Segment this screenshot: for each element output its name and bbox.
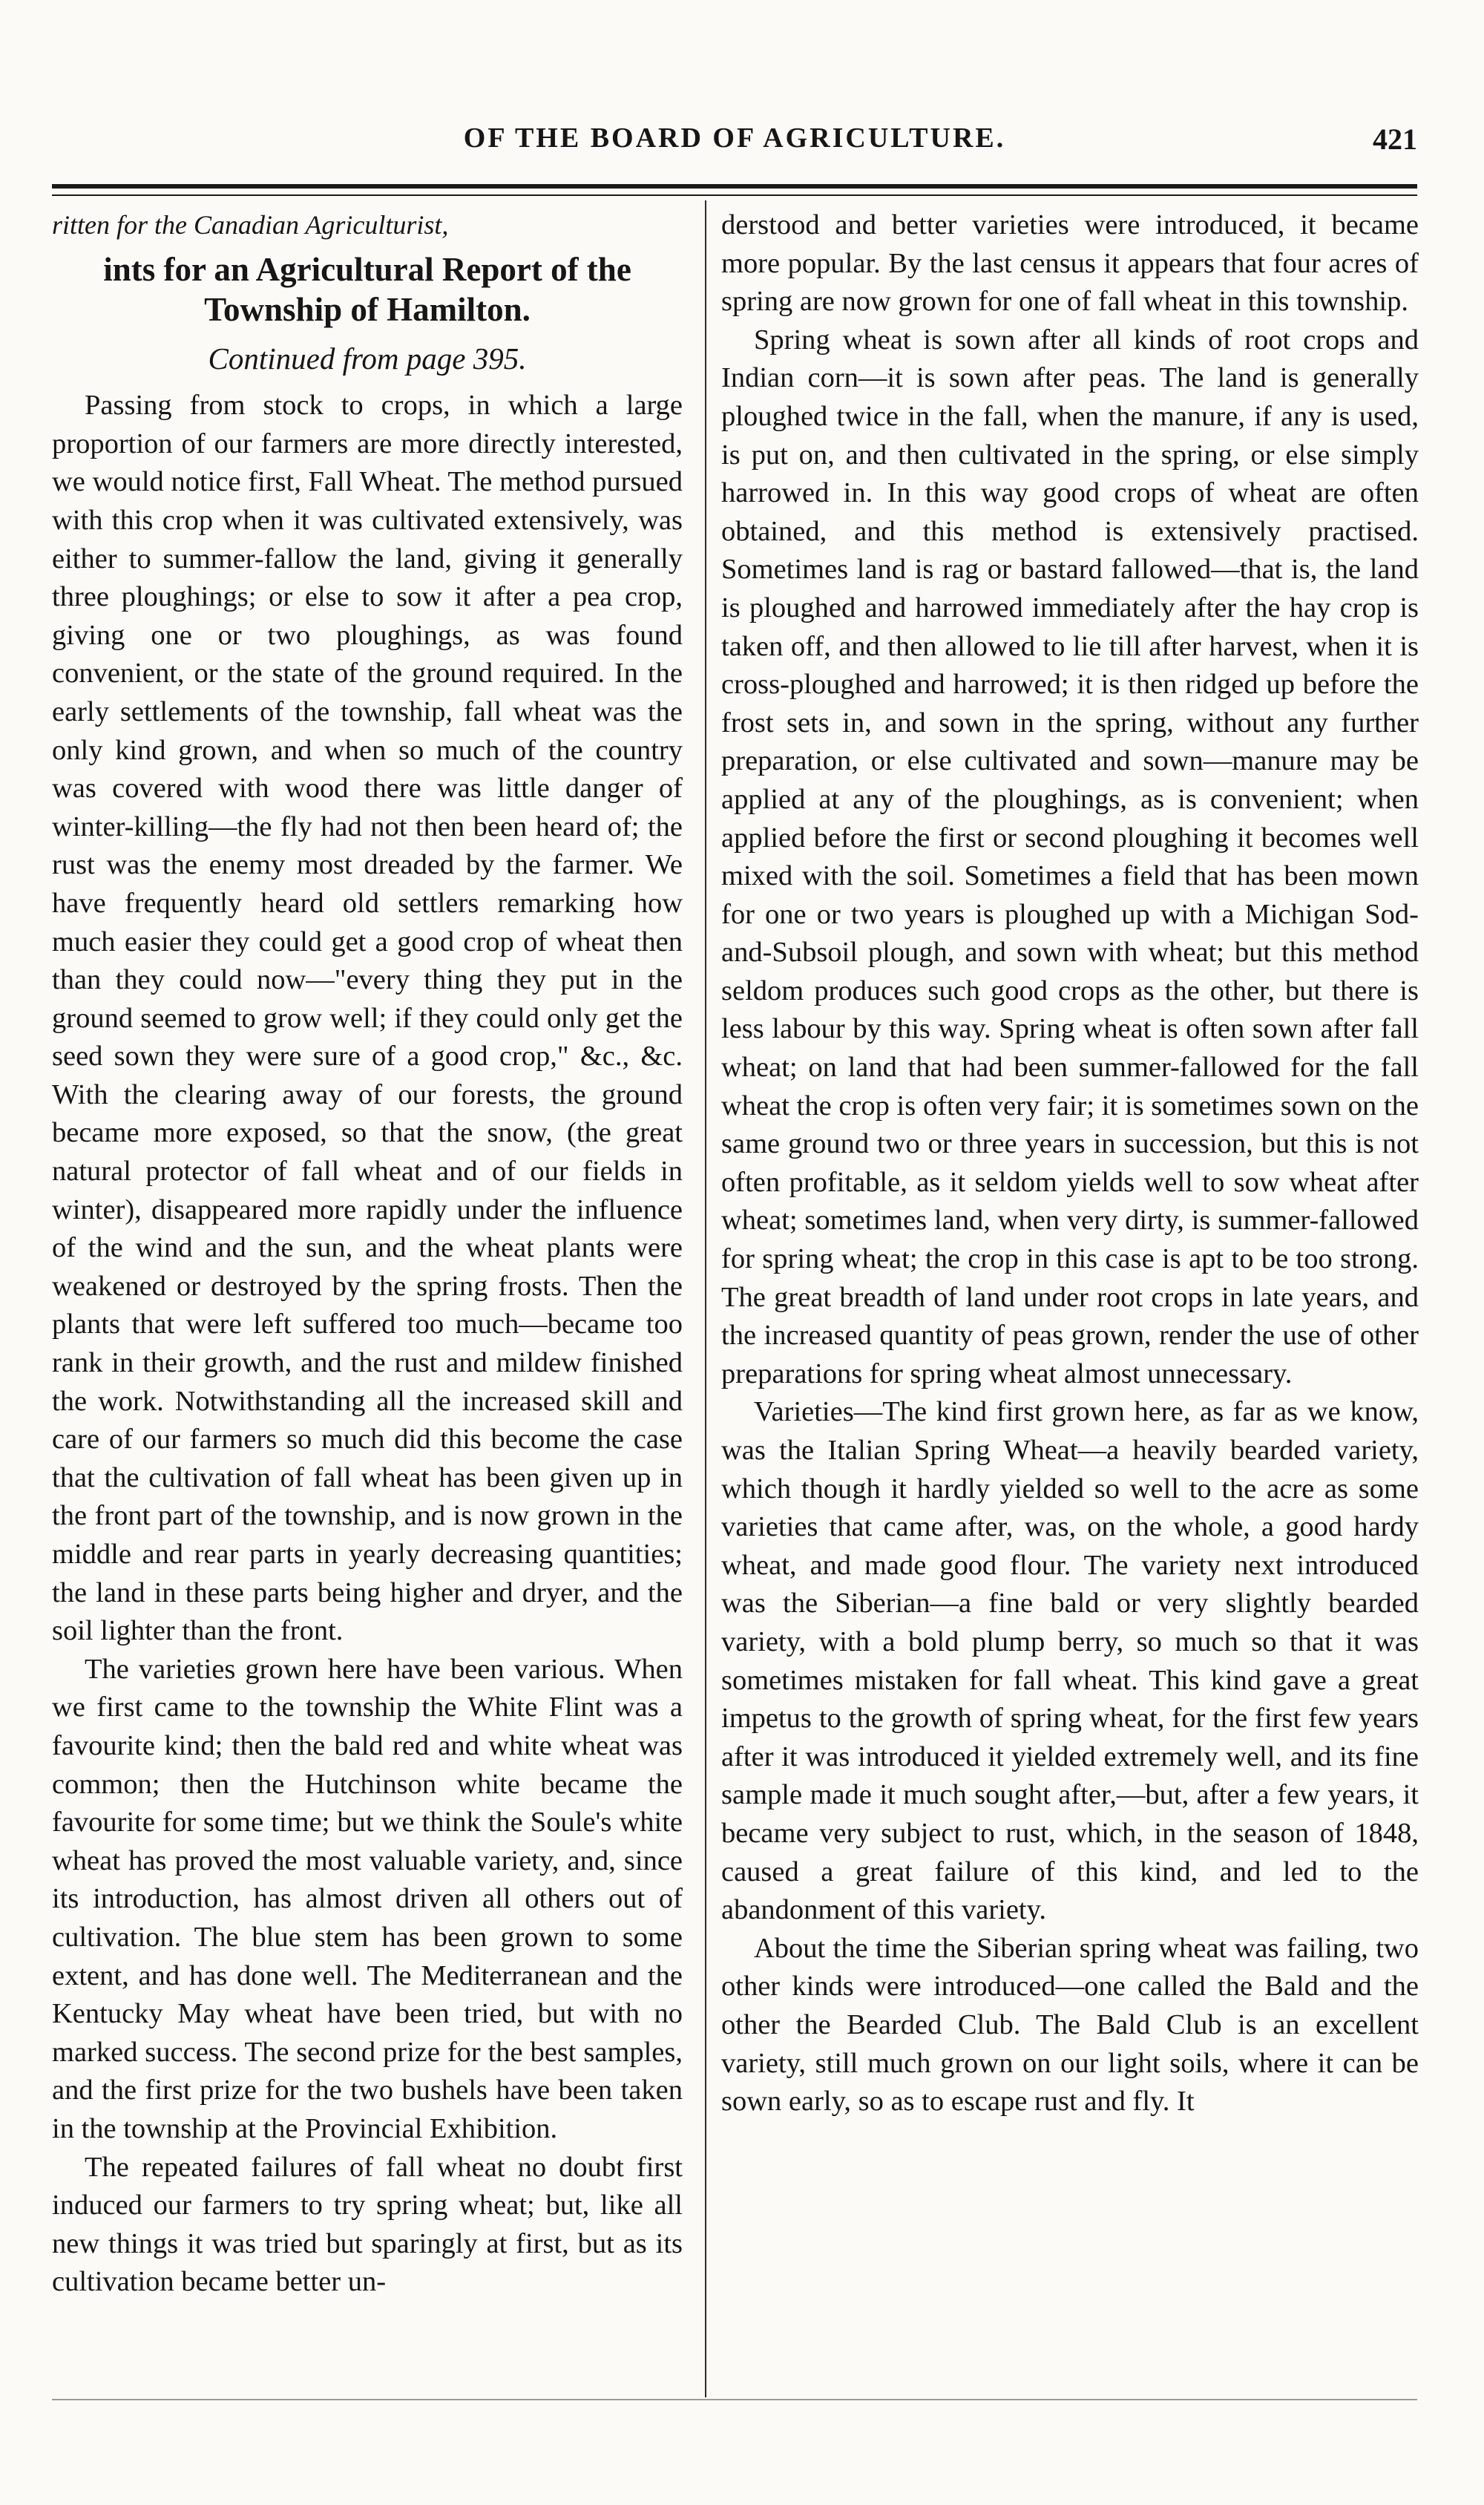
- paragraph-club-wheat: About the time the Siberian spring wheat was failing, two other kinds were introduced—one called the Bald and the other the Bearded Club. The Bald Club is an excellent variety, still much grown on our light soils, where it can be sown early, so as to escape rust and fly. It: [721, 1932, 1419, 2118]
- paragraph-spring-wheat: Spring wheat is sown after all kinds of root crops and Indian corn—it is sown after peas. The land is generally ploughed twice in the fall, when the manure, if any is used, is put on, and then cultivated in the spring, or else simply harrowed in. In this way good crops of wheat are often obtained, and this method is extensively practised. Sometimes land is rag or bastard fallowed—that is, the land is ploughed and harrowed immediately after the hay crop is taken off, and then allowed to lie till after harvest, when it is cross-ploughed and harrowed; it is then ridged up before the frost sets in, and sown in the spring, without any further preparation, or else cultivated and sown—manure may be applied at any of the ploughings, as is convenient; when applied before the first or second ploughing it becomes well mixed with the soil. Sometimes a field that has been mown for one or two years is ploughed up with a Michigan Sod-and-Subsoil plough, and sown with wheat; but this method seldom produces such good crops as the other, but there is less labour by this way. Spring wheat is often sown after fall wheat; on land that had been summer-fallowed for the fall wheat the crop is often very fair; it is sometimes sown on the same ground two or three years in succession, but this is not often profitable, as it seldom yields well to sow wheat after wheat; sometimes land, when very dirty, is summer-fallowed for spring wheat; the crop in this case is apt to be too strong. The great breadth of land under root crops in late years, and the increased quantity of peas grown, render the use of other preparations for spring wheat almost unnecessary.: [721, 324, 1419, 1389]
- right-column: [721, 206, 1419, 2403]
- article-title: ints for an Agricultural Report of the Township of Hamilton.: [103, 250, 631, 328]
- running-head: OF THE BOARD OF AGRICULTURE.: [463, 122, 1006, 154]
- column-divider: [705, 200, 706, 2397]
- article-kicker: ritten for the Canadian Agriculturist,: [52, 210, 449, 240]
- paragraph-varieties-fall: The varieties grown here have been various. When we first came to the township the White Flint was a favourite kind; then the bald red and white wheat was common; then the Hutchinson white became the favourite for some time; but we think the Soule's white wheat has proved the most valuable variety, and, since its introduction, has almost driven all others out of cultivation. The blue stem has been grown to some extent, and has done well. The Mediterranean and the Kentucky May wheat have been tried, but with no marked success. The second prize for the best samples, and the first prize for the two bushels have been taken in the township at the Provincial Exhibition.: [52, 1653, 683, 2144]
- header-rule-thick: [52, 184, 1417, 189]
- left-column: [52, 206, 683, 2403]
- paragraph-varieties-spring: Varieties—The kind first grown here, as far as we know, was the Italian Spring Wheat—a heavily bearded variety, which though it hardly yielded so well to the acre as some varieties that came after, was, on the whole, a good hardy wheat, and made good flour. The variety next introduced was the Siberian—a fine bald or very slightly bearded variety, with a bold plump berry, so much so that it was sometimes mistaken for fall wheat. This kind gave a great impetus to the growth of spring wheat, for the first few years after it was introduced it yielded extremely well, and its fine sample made it much sought after,—but, after a few years, it became very subject to rust, which, in the season of 1848, caused a great failure of this kind, and led to the abandonment of this variety.: [721, 1396, 1419, 1926]
- paragraph-spring-intro: The repeated failures of fall wheat no doubt first induced our farmers to try spring wheat; but, like all new things it was tried but sparingly at first, but as its cultivation became better un-: [52, 2151, 683, 2298]
- page-header: [52, 119, 1417, 171]
- page-number: 421: [1373, 122, 1417, 156]
- paragraph-fall-wheat: Passing from stock to crops, in which a large proportion of our farmers are more directly interested, we would notice first, Fall Wheat. The method pursued with this crop when it was cultivated extensively, was either to summer-fallow the land, giving it generally three ploughings; or else to sow it after a pea crop, giving one or two ploughings, as was found convenient, or the state of the ground required. In the early settlements of the township, fall wheat was the only kind grown, and when so much of the country was covered with wood there was little danger of winter-killing—the fly had not then been heard of; the rust was the enemy most dreaded by the farmer. We have frequently heard old settlers remarking how much easier they could get a good crop of wheat then than they could now—"every thing they put in the ground seemed to grow well; if they could only get the seed sown they were sure of a good crop," &c., &c. With the clearing away of our forests, the ground became more exposed, so that the snow, (the great natural protector of fall wheat and of our fields in winter), disappeared more rapidly under the influence of the wind and the sun, and the wheat plants were weakened or destroyed by the spring frosts. Then the plants that were left suffered too much—became too rank in their growth, and the rust and mildew finished the work. Notwithstanding all the increased skill and care of our farmers so much did this become the case that the cultivation of fall wheat has been given up in the front part of the township, and is now grown in the middle and rear parts in yearly decreasing quantities; the land in these parts being higher and dryer, and the soil lighter than the front.: [52, 390, 683, 1647]
- paragraph-continuation: derstood and better varieties were introduced, it became more popular. By the last census it appears that four acres of spring are now grown for one of fall wheat in this township.: [721, 209, 1419, 318]
- header-rule-thin: [52, 194, 1417, 196]
- continued-note: Continued from page 395.: [208, 341, 527, 376]
- bottom-rule: [52, 2399, 1417, 2400]
